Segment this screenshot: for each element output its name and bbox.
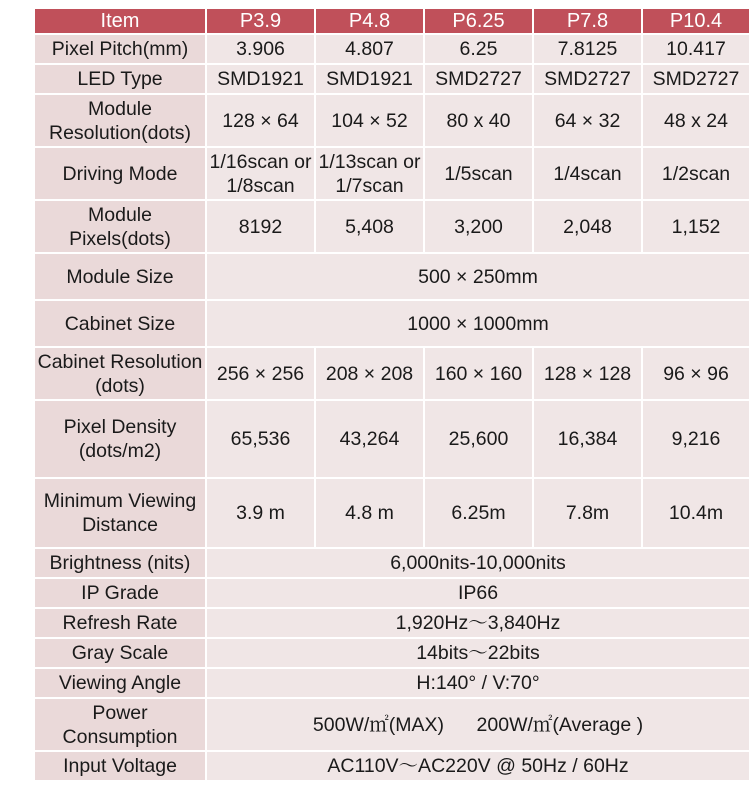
row-label: Driving Mode bbox=[35, 148, 205, 199]
header-p4-8: P4.8 bbox=[316, 9, 423, 33]
cell: 3,200 bbox=[425, 201, 532, 252]
cell: 1/5scan bbox=[425, 148, 532, 199]
row-module-pixels bbox=[35, 201, 749, 252]
header-item: Item bbox=[35, 9, 205, 33]
header-row bbox=[35, 9, 749, 33]
header-p7-8: P7.8 bbox=[534, 9, 641, 33]
cell: SMD2727 bbox=[643, 65, 749, 93]
merged-cell: 1,920Hz～3,840Hz bbox=[207, 609, 749, 637]
cell: 80 x 40 bbox=[425, 95, 532, 146]
row-driving-mode bbox=[35, 148, 749, 199]
row-pixel-density bbox=[35, 401, 749, 477]
header-p3-9: P3.9 bbox=[207, 9, 314, 33]
cell: 4.807 bbox=[316, 35, 423, 63]
cell: SMD1921 bbox=[207, 65, 314, 93]
cell: 1,152 bbox=[643, 201, 749, 252]
cell: 128 × 128 bbox=[534, 348, 641, 399]
header-p6-25: P6.25 bbox=[425, 9, 532, 33]
cell: 9,216 bbox=[643, 401, 749, 477]
cell: 6.25 bbox=[425, 35, 532, 63]
row-refresh-rate bbox=[35, 609, 749, 637]
row-led-type bbox=[35, 65, 749, 93]
cell: 208 × 208 bbox=[316, 348, 423, 399]
merged-cell: 6,000nits-10,000nits bbox=[207, 549, 749, 577]
cell: 6.25m bbox=[425, 479, 532, 547]
row-viewing-angle bbox=[35, 669, 749, 697]
cell: 104 × 52 bbox=[316, 95, 423, 146]
row-label: IP Grade bbox=[35, 579, 205, 607]
row-label: Module Resolution(dots) bbox=[35, 95, 205, 146]
cell: 65,536 bbox=[207, 401, 314, 477]
cell: 25,600 bbox=[425, 401, 532, 477]
row-label: Viewing Angle bbox=[35, 669, 205, 697]
cell: 128 × 64 bbox=[207, 95, 314, 146]
cell: 160 × 160 bbox=[425, 348, 532, 399]
spec-table bbox=[33, 7, 751, 782]
merged-cell: AC110V～AC220V @ 50Hz / 60Hz bbox=[207, 752, 749, 780]
row-label: Module Size bbox=[35, 254, 205, 299]
row-gray-scale bbox=[35, 639, 749, 667]
row-label: Cabinet Resolution (dots) bbox=[35, 348, 205, 399]
cell: 4.8 m bbox=[316, 479, 423, 547]
cell: 3.9 m bbox=[207, 479, 314, 547]
row-label: Gray Scale bbox=[35, 639, 205, 667]
row-pixel-pitch bbox=[35, 35, 749, 63]
row-label: Power Consumption bbox=[35, 699, 205, 750]
row-module-resolution bbox=[35, 95, 749, 146]
cell: 96 × 96 bbox=[643, 348, 749, 399]
row-label: Minimum Viewing Distance bbox=[35, 479, 205, 547]
cell: SMD2727 bbox=[534, 65, 641, 93]
cell: 1/4scan bbox=[534, 148, 641, 199]
row-ip-grade bbox=[35, 579, 749, 607]
merged-cell: 500W/㎡(MAX) 200W/㎡(Average ) bbox=[207, 699, 749, 750]
cell: 256 × 256 bbox=[207, 348, 314, 399]
cell: 7.8m bbox=[534, 479, 641, 547]
cell: SMD2727 bbox=[425, 65, 532, 93]
cell: 10.4m bbox=[643, 479, 749, 547]
row-power-consumption bbox=[35, 699, 749, 750]
row-module-size bbox=[35, 254, 749, 299]
cell: 2,048 bbox=[534, 201, 641, 252]
cell: 1/2scan bbox=[643, 148, 749, 199]
row-cabinet-resolution bbox=[35, 348, 749, 399]
row-brightness bbox=[35, 549, 749, 577]
cell: 3.906 bbox=[207, 35, 314, 63]
row-label: Pixel Density (dots/m2) bbox=[35, 401, 205, 477]
cell: 48 x 24 bbox=[643, 95, 749, 146]
merged-cell: 14bits～22bits bbox=[207, 639, 749, 667]
merged-cell: 500 × 250mm bbox=[207, 254, 749, 299]
row-viewing-distance bbox=[35, 479, 749, 547]
row-label: Refresh Rate bbox=[35, 609, 205, 637]
row-label: LED Type bbox=[35, 65, 205, 93]
merged-cell: IP66 bbox=[207, 579, 749, 607]
cell: 43,264 bbox=[316, 401, 423, 477]
cell: 7.8125 bbox=[534, 35, 641, 63]
cell: 16,384 bbox=[534, 401, 641, 477]
row-label: Brightness (nits) bbox=[35, 549, 205, 577]
merged-cell: H:140° / V:70° bbox=[207, 669, 749, 697]
row-label: Pixel Pitch(mm) bbox=[35, 35, 205, 63]
row-label: Cabinet Size bbox=[35, 301, 205, 346]
cell: 1/16scan or 1/8scan bbox=[207, 148, 314, 199]
cell: 8192 bbox=[207, 201, 314, 252]
header-p10-4: P10.4 bbox=[643, 9, 749, 33]
row-input-voltage bbox=[35, 752, 749, 780]
row-cabinet-size bbox=[35, 301, 749, 346]
cell: SMD1921 bbox=[316, 65, 423, 93]
row-label: Input Voltage bbox=[35, 752, 205, 780]
cell: 1/13scan or 1/7scan bbox=[316, 148, 423, 199]
cell: 64 × 32 bbox=[534, 95, 641, 146]
merged-cell: 1000 × 1000mm bbox=[207, 301, 749, 346]
row-label: Module Pixels(dots) bbox=[35, 201, 205, 252]
cell: 10.417 bbox=[643, 35, 749, 63]
cell: 5,408 bbox=[316, 201, 423, 252]
